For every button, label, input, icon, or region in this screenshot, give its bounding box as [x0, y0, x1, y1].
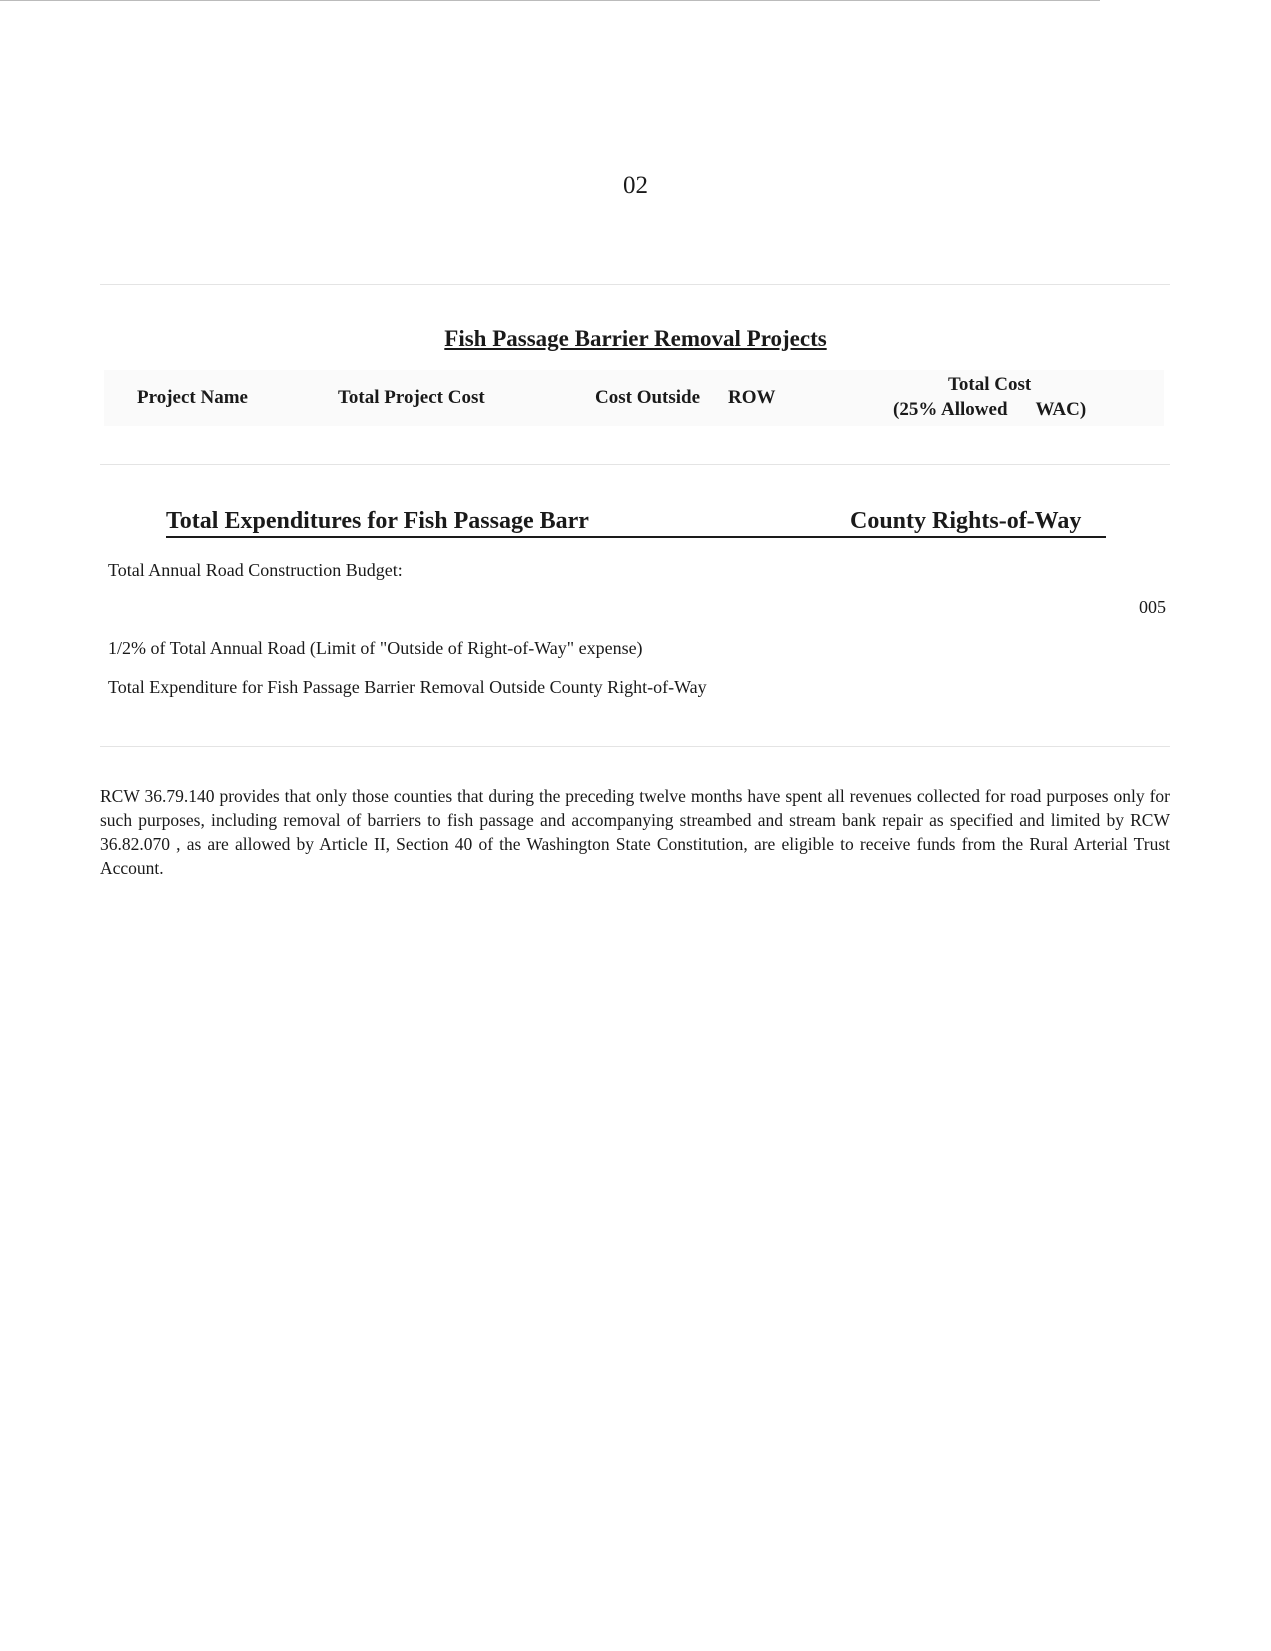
divider	[100, 284, 1170, 285]
column-header-total-project-cost: Total Project Cost	[338, 387, 485, 408]
half-percent-limit-label: 1/2% of Total Annual Road (Limit of "Outside of Right-of-Way" expense)	[108, 638, 643, 658]
column-header-total-cost	[893, 372, 1086, 422]
totals-title-right: County Rights-of-Way	[850, 508, 1082, 534]
column-header-allowed: (25% Allowed	[893, 399, 1008, 420]
section-title: Fish Passage Barrier Removal Projects	[444, 326, 827, 351]
totals-title-left: Total Expenditures for Fish Passage Barr	[166, 508, 589, 534]
rcw-footnote: RCW 36.79.140 provides that only those counties that during the preceding twelve months have spent all revenues collected for road purposes only for such purposes, including removal of barriers to fish passage and accompanying streambed and stream bank repair as specified and limited by RCW 36.82.070 , as are allowed by Article II, Section 40 of the Washington State Constitution, are eligible to receive funds from the Rural Arterial Trust Account.	[100, 786, 1170, 878]
column-header-cost-outside-row	[595, 387, 776, 409]
annual-budget-value: 005	[1139, 597, 1166, 617]
annual-budget-label: Total Annual Road Construction Budget:	[108, 560, 403, 580]
top-border	[0, 0, 1100, 1]
totals-title-underline	[166, 536, 1106, 538]
column-header-cost-outside: Cost Outside	[595, 387, 701, 408]
column-header-row: ROW	[728, 387, 776, 408]
column-header-total-cost-line1: Total Cost	[947, 374, 1032, 395]
page-number: 02	[623, 172, 648, 199]
divider	[100, 464, 1170, 465]
column-header-project-name: Project Name	[137, 387, 248, 408]
divider	[100, 746, 1170, 747]
expenditure-outside-row-label: Total Expenditure for Fish Passage Barrier Removal Outside County Right-of-Way	[108, 677, 707, 697]
column-header-wac: WAC)	[1035, 399, 1087, 420]
